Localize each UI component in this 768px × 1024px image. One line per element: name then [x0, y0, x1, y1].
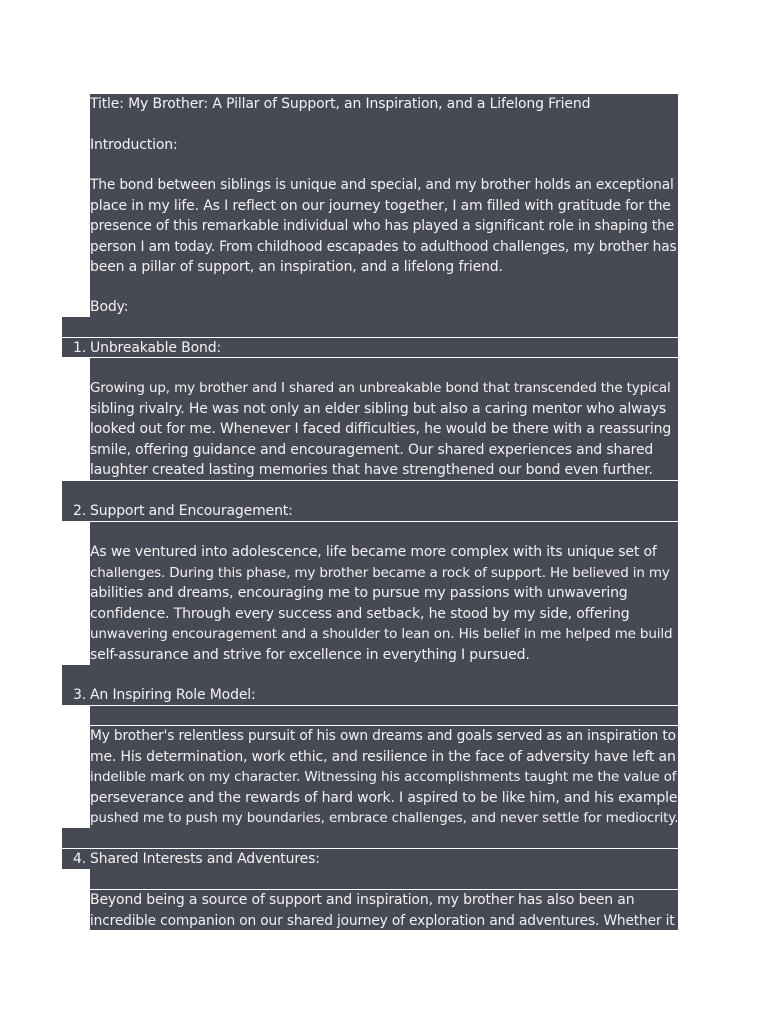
body-heading: Body: — [90, 299, 129, 315]
paragraph-line: laughter created lasting memories that have strengthened our bond even further. — [90, 462, 653, 478]
highlight-gap — [62, 481, 678, 502]
paragraph-line: smile, offering guidance and encouragement. Our shared experiences and shared — [90, 441, 654, 458]
highlight-gap — [90, 358, 678, 379]
section-heading — [72, 501, 678, 522]
highlight-gap — [62, 828, 678, 849]
list-number: 3. — [72, 687, 86, 703]
section-heading — [72, 685, 678, 706]
intro-line: person I am today. From childhood escapades to adulthood challenges, my brother has — [90, 238, 677, 255]
highlight-gap — [90, 706, 678, 726]
highlight-gap — [90, 869, 678, 890]
paragraph-line: sibling rivalry. He was not only an elder sibling but also a caring mentor who always — [90, 400, 667, 417]
list-number: 2. — [72, 503, 86, 519]
paragraph-line: pushed me to push my boundaries, embrace challenges, and never settle for mediocrity. — [90, 810, 679, 826]
section-heading-text: Support and Encouragement: — [90, 503, 293, 519]
paragraph-line: As we ventured into adolescence, life became more complex with its unique set of — [90, 544, 657, 560]
paragraph-line: challenges. During this phase, my brother became a rock of support. He believed in my — [90, 564, 670, 581]
paragraph-line: My brother's relentless pursuit of his own dreams and goals served as an inspiration to — [90, 728, 676, 744]
paragraph-line: confidence. Through every success and setback, he stood by my side, offering — [90, 605, 630, 622]
highlight-gap — [90, 522, 678, 543]
section-heading-text: An Inspiring Role Model: — [90, 687, 256, 703]
paragraph-line: perseverance and the rewards of hard work. I aspired to be like him, and his example — [90, 789, 678, 806]
paragraph-line: indelible mark on my character. Witnessing his accomplishments taught me the value of — [90, 769, 677, 785]
intro-line: been a pillar of support, an inspiration, and a lifelong friend. — [90, 259, 503, 275]
paragraph-line: Beyond being a source of support and inspiration, my brother has also been an — [90, 892, 635, 908]
paragraph-line: self-assurance and strive for excellence in everything I pursued. — [90, 646, 530, 663]
section-heading — [72, 849, 678, 870]
list-number: 4. — [72, 851, 86, 867]
paragraph-line: me. His determination, work ethic, and resilience in the face of adversity have left an — [90, 748, 676, 765]
highlight-gap — [62, 317, 678, 338]
intro-line: presence of this remarkable individual who has played a significant role in shaping the — [90, 218, 675, 234]
list-number: 1. — [72, 340, 86, 356]
intro-heading: Introduction: — [90, 137, 178, 153]
paragraph-line: abilities and dreams, encouraging me to pursue my passions with unwavering — [90, 585, 628, 601]
paragraph-line: Growing up, my brother and I shared an unbreakable bond that transcended the typical — [90, 380, 671, 396]
paragraph-line: unwavering encouragement and a shoulder to lean on. His belief in me helped me build — [90, 626, 673, 642]
paragraph-line: looked out for me. Whenever I faced difficulties, he would be there with a reassuring — [90, 421, 672, 437]
highlight-gap — [62, 665, 678, 686]
document-title: Title: My Brother: A Pillar of Support, an Inspiration, and a Lifelong Friend — [90, 96, 591, 112]
section-heading-text: Unbreakable Bond: — [90, 340, 222, 356]
section-heading — [72, 338, 678, 359]
section-heading-text: Shared Interests and Adventures: — [90, 851, 320, 867]
paragraph-line: incredible companion on our shared journey of exploration and adventures. Whether it — [90, 912, 675, 929]
intro-line: place in my life. As I reflect on our journey together, I am filled with gratitude for the — [90, 197, 671, 214]
intro-line: The bond between siblings is unique and special, and my brother holds an exceptional — [90, 177, 674, 193]
